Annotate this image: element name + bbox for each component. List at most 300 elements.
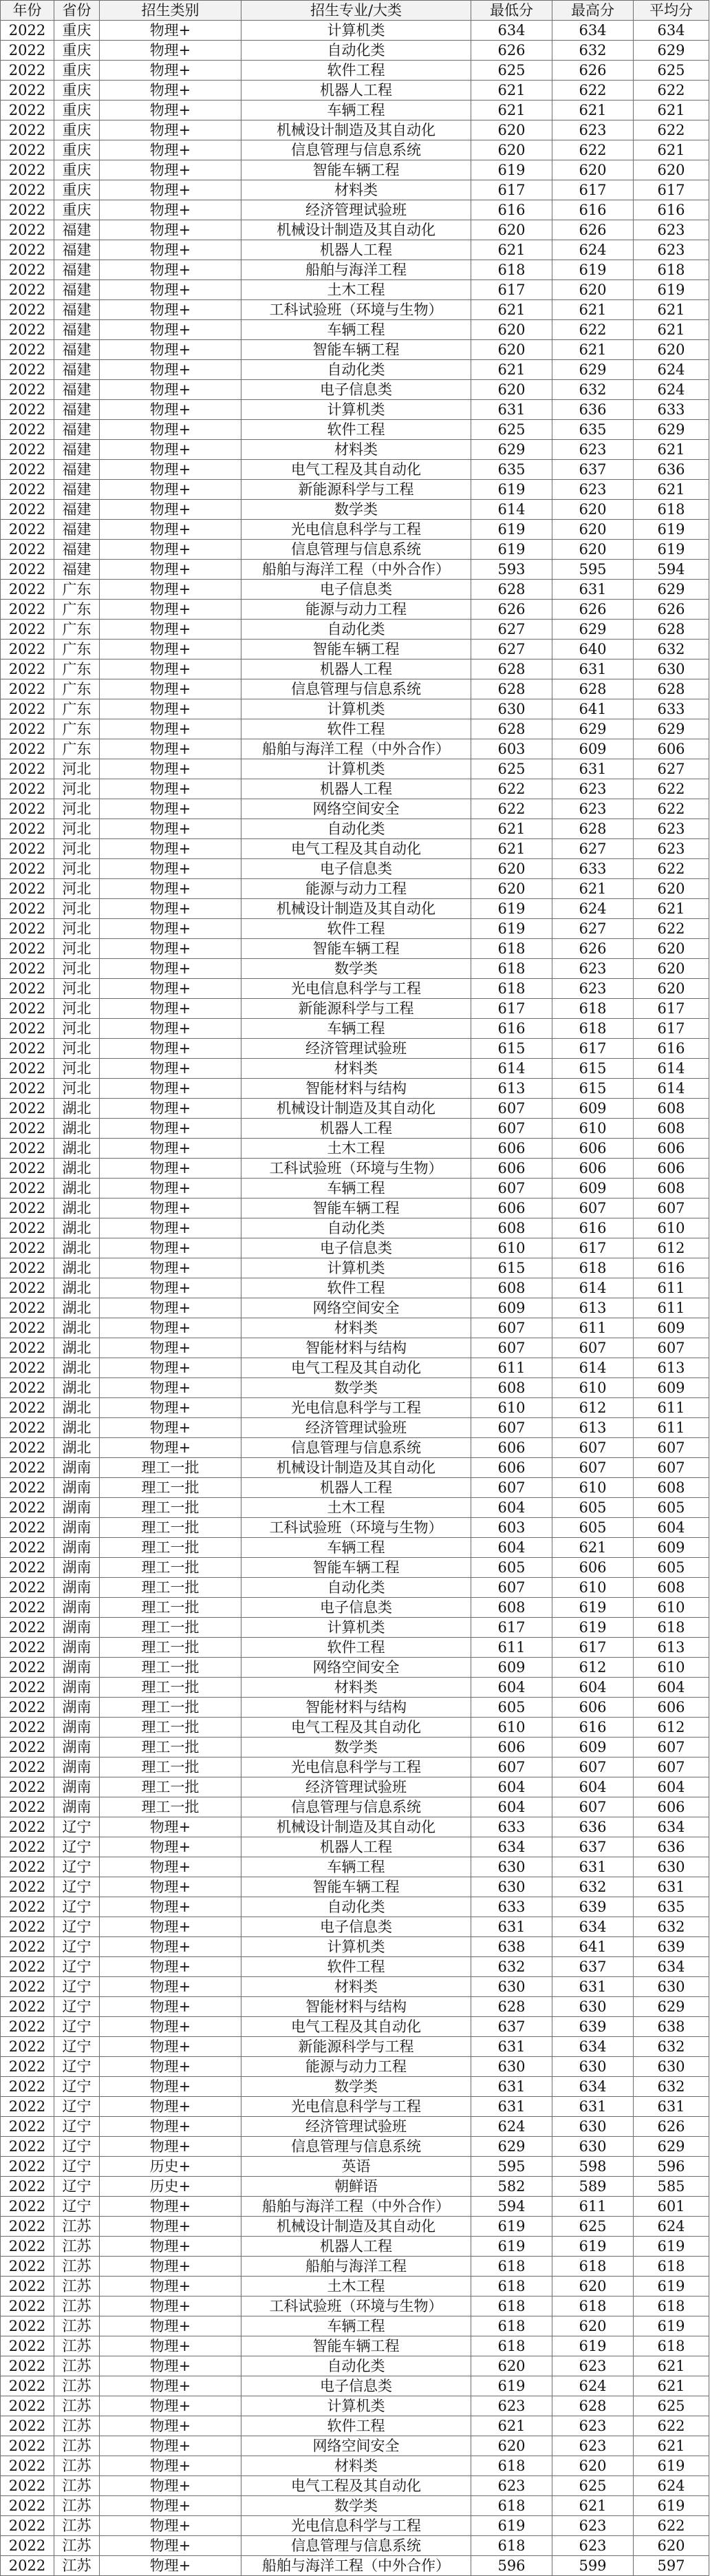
major-cell: 新能源科学与工程 [241,480,471,500]
min-score-cell: 627 [471,640,552,659]
min-score-cell: 620 [471,859,552,879]
avg-score-cell: 620 [634,2536,709,2556]
province-cell: 福建 [54,340,100,360]
province-cell: 河北 [54,859,100,879]
table-body [1,21,709,2576]
major-cell: 智能材料与结构 [241,1338,471,1358]
table-row [1,1877,709,1897]
major-cell: 朝鲜语 [241,2177,471,2197]
max-score-cell: 611 [552,2197,634,2217]
min-score-cell: 619 [471,919,552,939]
avg-score-cell: 613 [634,1638,709,1658]
max-score-cell: 634 [552,2037,634,2057]
province-cell: 河北 [54,1039,100,1059]
year-cell: 2022 [1,2157,54,2177]
category-cell: 物理+ [100,380,241,400]
avg-score-cell: 622 [634,120,709,140]
min-score-cell: 607 [471,1418,552,1438]
avg-score-cell: 633 [634,699,709,719]
avg-score-cell: 616 [634,1039,709,1059]
year-cell: 2022 [1,2396,54,2416]
major-cell: 英语 [241,2157,471,2177]
table-row [1,739,709,759]
year-cell: 2022 [1,1518,54,1538]
table-row [1,480,709,500]
max-score-cell: 627 [552,839,634,859]
category-cell: 物理+ [100,120,241,140]
category-cell: 物理+ [100,1438,241,1458]
max-score-cell: 639 [552,1897,634,1917]
province-cell: 辽宁 [54,1997,100,2017]
avg-score-cell: 608 [634,1119,709,1139]
avg-score-cell: 617 [634,999,709,1019]
province-cell: 辽宁 [54,2157,100,2177]
category-cell: 理工一批 [100,1698,241,1718]
year-cell: 2022 [1,2436,54,2456]
province-cell: 河北 [54,919,100,939]
major-cell: 电子信息类 [241,1238,471,1258]
major-cell: 计算机类 [241,1258,471,1278]
header-major: 招生专业/大类 [241,1,471,21]
avg-score-cell: 623 [634,240,709,260]
province-cell: 广东 [54,679,100,699]
avg-score-cell: 609 [634,1378,709,1398]
province-cell: 湖南 [54,1718,100,1738]
province-cell: 湖北 [54,1159,100,1179]
province-cell: 江苏 [54,2436,100,2456]
major-cell: 计算机类 [241,2396,471,2416]
year-cell: 2022 [1,300,54,320]
avg-score-cell: 606 [634,1797,709,1817]
min-score-cell: 608 [471,1218,552,1238]
table-row [1,580,709,600]
min-score-cell: 618 [471,959,552,979]
category-cell: 物理+ [100,1199,241,1218]
year-cell: 2022 [1,280,54,300]
max-score-cell: 627 [552,919,634,939]
max-score-cell: 626 [552,61,634,81]
table-row [1,21,709,41]
major-cell: 车辆工程 [241,1179,471,1199]
min-score-cell: 628 [471,580,552,600]
major-cell: 经济管理试验班 [241,2117,471,2137]
min-score-cell: 638 [471,1937,552,1957]
table-row [1,1159,709,1179]
min-score-cell: 620 [471,320,552,340]
min-score-cell: 603 [471,1518,552,1538]
max-score-cell: 620 [552,540,634,560]
min-score-cell: 615 [471,1039,552,1059]
category-cell: 物理+ [100,41,241,61]
category-cell: 物理+ [100,61,241,81]
avg-score-cell: 608 [634,1179,709,1199]
province-cell: 河北 [54,959,100,979]
province-cell: 福建 [54,460,100,480]
province-cell: 河北 [54,979,100,999]
table-row [1,2017,709,2037]
year-cell: 2022 [1,1698,54,1718]
max-score-cell: 617 [552,1039,634,1059]
category-cell: 物理+ [100,939,241,959]
category-cell: 物理+ [100,240,241,260]
province-cell: 广东 [54,580,100,600]
max-score-cell: 631 [552,659,634,679]
max-score-cell: 606 [552,1558,634,1578]
table-row [1,2496,709,2516]
year-cell: 2022 [1,460,54,480]
category-cell: 物理+ [100,1997,241,2017]
major-cell: 电子信息类 [241,2376,471,2396]
province-cell: 辽宁 [54,2177,100,2197]
max-score-cell: 607 [552,1458,634,1478]
avg-score-cell: 627 [634,759,709,779]
year-cell: 2022 [1,400,54,420]
max-score-cell: 618 [552,2297,634,2316]
category-cell: 物理+ [100,2496,241,2516]
avg-score-cell: 623 [634,220,709,240]
max-score-cell: 615 [552,1079,634,1099]
avg-score-cell: 634 [634,1817,709,1837]
major-cell: 光电信息科学与工程 [241,1398,471,1418]
max-score-cell: 620 [552,2456,634,2476]
avg-score-cell: 632 [634,1917,709,1937]
year-cell: 2022 [1,2217,54,2237]
min-score-cell: 616 [471,1019,552,1039]
table-row [1,2356,709,2376]
year-cell: 2022 [1,340,54,360]
avg-score-cell: 621 [634,140,709,160]
avg-score-cell: 622 [634,2416,709,2436]
major-cell: 智能车辆工程 [241,640,471,659]
avg-score-cell: 614 [634,1079,709,1099]
major-cell: 机械设计制造及其自动化 [241,120,471,140]
major-cell: 电子信息类 [241,380,471,400]
table-row [1,560,709,580]
max-score-cell: 619 [552,2336,634,2356]
min-score-cell: 618 [471,2316,552,2336]
avg-score-cell: 617 [634,1019,709,1039]
min-score-cell: 628 [471,679,552,699]
category-cell: 物理+ [100,879,241,899]
min-score-cell: 604 [471,1777,552,1797]
category-cell: 物理+ [100,2037,241,2057]
header-year: 年份 [1,1,54,21]
major-cell: 电气工程及其自动化 [241,2017,471,2037]
major-cell: 自动化类 [241,620,471,640]
table-row [1,1718,709,1738]
max-score-cell: 623 [552,2436,634,2456]
year-cell: 2022 [1,380,54,400]
category-cell: 历史+ [100,2177,241,2197]
province-cell: 江苏 [54,2257,100,2277]
major-cell: 智能车辆工程 [241,1877,471,1897]
major-cell: 土木工程 [241,2277,471,2297]
category-cell: 物理+ [100,1318,241,1338]
category-cell: 物理+ [100,1059,241,1079]
category-cell: 物理+ [100,1218,241,1238]
min-score-cell: 630 [471,699,552,719]
table-row [1,1338,709,1358]
province-cell: 辽宁 [54,1977,100,1997]
category-cell: 物理+ [100,2277,241,2297]
max-score-cell: 623 [552,120,634,140]
table-row [1,1378,709,1398]
max-score-cell: 629 [552,620,634,640]
max-score-cell: 620 [552,2316,634,2336]
min-score-cell: 611 [471,1358,552,1378]
max-score-cell: 630 [552,2137,634,2157]
category-cell: 理工一批 [100,1558,241,1578]
year-cell: 2022 [1,320,54,340]
major-cell: 机器人工程 [241,240,471,260]
max-score-cell: 631 [552,2097,634,2117]
major-cell: 计算机类 [241,21,471,41]
max-score-cell: 623 [552,2416,634,2436]
min-score-cell: 618 [471,979,552,999]
year-cell: 2022 [1,140,54,160]
province-cell: 广东 [54,699,100,719]
avg-score-cell: 607 [634,1458,709,1478]
min-score-cell: 621 [471,101,552,120]
province-cell: 湖北 [54,1099,100,1119]
category-cell: 物理+ [100,140,241,160]
max-score-cell: 614 [552,1358,634,1378]
avg-score-cell: 632 [634,640,709,659]
category-cell: 物理+ [100,2197,241,2217]
category-cell: 物理+ [100,1358,241,1378]
province-cell: 重庆 [54,101,100,120]
table-row [1,2057,709,2077]
category-cell: 物理+ [100,320,241,340]
table-row [1,400,709,420]
major-cell: 网络空间安全 [241,1298,471,1318]
major-cell: 软件工程 [241,1957,471,1977]
table-row [1,1438,709,1458]
province-cell: 湖南 [54,1578,100,1598]
year-cell: 2022 [1,2336,54,2356]
avg-score-cell: 618 [634,260,709,280]
category-cell: 物理+ [100,560,241,580]
province-cell: 湖南 [54,1598,100,1618]
avg-score-cell: 636 [634,460,709,480]
major-cell: 土木工程 [241,1498,471,1518]
table-row [1,1977,709,1997]
min-score-cell: 622 [471,779,552,799]
min-score-cell: 620 [471,340,552,360]
year-cell: 2022 [1,779,54,799]
table-row [1,2376,709,2396]
max-score-cell: 618 [552,1258,634,1278]
avg-score-cell: 606 [634,1698,709,1718]
year-cell: 2022 [1,979,54,999]
min-score-cell: 630 [471,1877,552,1897]
category-cell: 物理+ [100,779,241,799]
table-row [1,2037,709,2057]
year-cell: 2022 [1,719,54,739]
year-cell: 2022 [1,101,54,120]
year-cell: 2022 [1,1917,54,1937]
province-cell: 辽宁 [54,1917,100,1937]
max-score-cell: 641 [552,1937,634,1957]
avg-score-cell: 619 [634,2456,709,2476]
category-cell: 物理+ [100,580,241,600]
avg-score-cell: 606 [634,739,709,759]
year-cell: 2022 [1,2077,54,2097]
table-row [1,500,709,520]
category-cell: 理工一批 [100,1658,241,1678]
max-score-cell: 619 [552,1618,634,1638]
category-cell: 物理+ [100,220,241,240]
category-cell: 物理+ [100,1099,241,1119]
category-cell: 物理+ [100,759,241,779]
major-cell: 船舶与海洋工程 [241,260,471,280]
year-cell: 2022 [1,2237,54,2257]
category-cell: 物理+ [100,719,241,739]
category-cell: 物理+ [100,2316,241,2336]
avg-score-cell: 621 [634,440,709,460]
avg-score-cell: 634 [634,21,709,41]
max-score-cell: 613 [552,1298,634,1318]
table-row [1,679,709,699]
avg-score-cell: 619 [634,540,709,560]
max-score-cell: 623 [552,979,634,999]
province-cell: 河北 [54,839,100,859]
min-score-cell: 615 [471,1258,552,1278]
table-row [1,1558,709,1578]
year-cell: 2022 [1,420,54,440]
avg-score-cell: 607 [634,1199,709,1218]
major-cell: 智能材料与结构 [241,1997,471,2017]
category-cell: 物理+ [100,1258,241,1278]
table-row [1,1957,709,1977]
table-row [1,659,709,679]
major-cell: 光电信息科学与工程 [241,520,471,540]
min-score-cell: 631 [471,2097,552,2117]
year-cell: 2022 [1,81,54,101]
min-score-cell: 627 [471,620,552,640]
table-row [1,2137,709,2157]
province-cell: 辽宁 [54,2037,100,2057]
year-cell: 2022 [1,1757,54,1777]
year-cell: 2022 [1,1678,54,1698]
table-row [1,2197,709,2217]
category-cell: 物理+ [100,21,241,41]
province-cell: 湖南 [54,1478,100,1498]
min-score-cell: 614 [471,1059,552,1079]
category-cell: 物理+ [100,1378,241,1398]
max-score-cell: 610 [552,1478,634,1498]
major-cell: 电气工程及其自动化 [241,1718,471,1738]
table-row [1,2177,709,2197]
avg-score-cell: 629 [634,580,709,600]
table-row [1,899,709,919]
category-cell: 物理+ [100,260,241,280]
min-score-cell: 630 [471,2057,552,2077]
major-cell: 信息管理与信息系统 [241,2536,471,2556]
year-cell: 2022 [1,620,54,640]
avg-score-cell: 611 [634,1418,709,1438]
max-score-cell: 616 [552,1218,634,1238]
avg-score-cell: 638 [634,2017,709,2037]
table-row [1,1278,709,1298]
avg-score-cell: 610 [634,1658,709,1678]
avg-score-cell: 628 [634,679,709,699]
province-cell: 湖北 [54,1378,100,1398]
avg-score-cell: 611 [634,1278,709,1298]
category-cell: 物理+ [100,2077,241,2097]
max-score-cell: 632 [552,41,634,61]
max-score-cell: 614 [552,1278,634,1298]
avg-score-cell: 619 [634,2496,709,2516]
year-cell: 2022 [1,160,54,180]
max-score-cell: 604 [552,1777,634,1797]
major-cell: 数学类 [241,1738,471,1757]
category-cell: 物理+ [100,2017,241,2037]
max-score-cell: 620 [552,520,634,540]
header-avg-score: 平均分 [634,1,709,21]
max-score-cell: 631 [552,1857,634,1877]
table-row [1,1398,709,1418]
avg-score-cell: 604 [634,1777,709,1797]
table-row [1,540,709,560]
min-score-cell: 619 [471,899,552,919]
province-cell: 广东 [54,620,100,640]
table-row [1,1099,709,1119]
major-cell: 船舶与海洋工程（中外合作） [241,739,471,759]
province-cell: 湖北 [54,1358,100,1378]
major-cell: 软件工程 [241,1638,471,1658]
province-cell: 重庆 [54,120,100,140]
table-row [1,2297,709,2316]
major-cell: 电子信息类 [241,580,471,600]
category-cell: 理工一批 [100,1458,241,1478]
province-cell: 河北 [54,1059,100,1079]
province-cell: 广东 [54,739,100,759]
max-score-cell: 617 [552,1238,634,1258]
min-score-cell: 609 [471,1658,552,1678]
table-row [1,1478,709,1498]
table-row [1,1638,709,1658]
category-cell: 物理+ [100,180,241,200]
year-cell: 2022 [1,1498,54,1518]
province-cell: 江苏 [54,2336,100,2356]
category-cell: 物理+ [100,2536,241,2556]
major-cell: 自动化类 [241,1218,471,1238]
min-score-cell: 607 [471,1179,552,1199]
province-cell: 辽宁 [54,1897,100,1917]
major-cell: 智能车辆工程 [241,160,471,180]
min-score-cell: 621 [471,360,552,380]
major-cell: 智能车辆工程 [241,1558,471,1578]
year-cell: 2022 [1,1358,54,1378]
year-cell: 2022 [1,1897,54,1917]
max-score-cell: 618 [552,1019,634,1039]
max-score-cell: 619 [552,2237,634,2257]
province-cell: 福建 [54,220,100,240]
max-score-cell: 624 [552,2376,634,2396]
year-cell: 2022 [1,759,54,779]
major-cell: 机器人工程 [241,2237,471,2257]
table-row [1,220,709,240]
max-score-cell: 610 [552,1578,634,1598]
min-score-cell: 605 [471,1698,552,1718]
table-row [1,719,709,739]
category-cell: 理工一批 [100,1618,241,1638]
year-cell: 2022 [1,1857,54,1877]
avg-score-cell: 619 [634,280,709,300]
year-cell: 2022 [1,21,54,41]
major-cell: 计算机类 [241,759,471,779]
